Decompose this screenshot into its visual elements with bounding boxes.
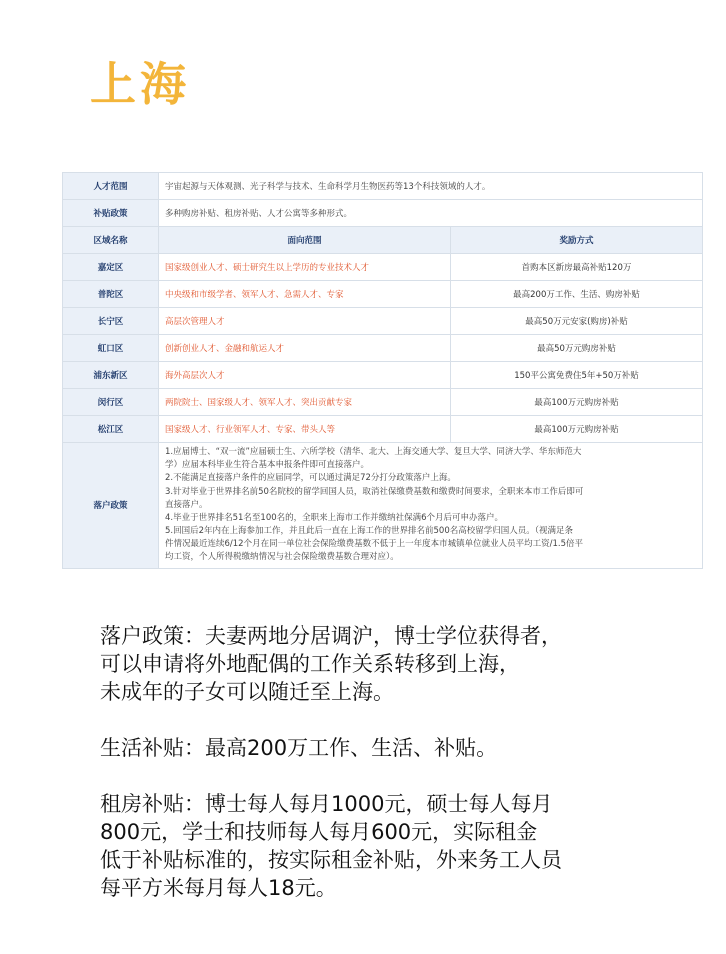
text-line: 生活补贴：最高200万工作、生活、补贴。 xyxy=(100,736,498,760)
subsidy-value: 多种购房补贴、租房补贴、人才公寓等多种形式。 xyxy=(159,200,703,227)
settle-policy-label: 落户政策 xyxy=(63,443,159,569)
page-title: 上海 xyxy=(90,57,190,111)
table-row xyxy=(63,335,703,362)
note-line: 5.回国后2年内在上海参加工作，并且此后一直在上海工作的世界排名前500名高校留学归国人员。（视满足条 xyxy=(165,526,573,537)
scope-cell: 国家级人才、行业领军人才、专家、带头人等 xyxy=(159,416,451,443)
table-row xyxy=(63,281,703,308)
note-line: 2.不能满足直接落户条件的应届同学，可以通过满足72分打分政策落户上海。 xyxy=(165,473,456,484)
area-cell: 浦东新区 xyxy=(63,362,159,389)
scope-cell: 中央级和市级学者、领军人才、急需人才、专家 xyxy=(159,281,451,308)
talent-scope-value: 宇宙起源与天体观测、光子科学与技术、生命科学月生物医药等13个科技领域的人才。 xyxy=(159,173,703,200)
table-row xyxy=(63,416,703,443)
text-line: 可以申请将外地配偶的工作关系转移到上海， xyxy=(100,652,520,676)
table-header-row xyxy=(63,227,703,254)
scope-cell: 创新创业人才、金融和航运人才 xyxy=(159,335,451,362)
rent-paragraph xyxy=(100,790,700,902)
reward-cell: 最高200万工作、生活、购房补贴 xyxy=(451,281,703,308)
area-cell: 松江区 xyxy=(63,416,159,443)
text-line: 落户政策：夫妻两地分居调沪，博士学位获得者， xyxy=(100,624,562,648)
talent-scope-label: 人才范围 xyxy=(63,173,159,200)
subsidy-label: 补贴政策 xyxy=(63,200,159,227)
reward-cell: 最高50万元安家(购房)补贴 xyxy=(451,308,703,335)
note-line: 4.毕业于世界排名51名至100名的，全职来上海市工作并缴纳社保满6个月后可申办落户。 xyxy=(165,512,504,523)
scope-cell: 两院院士、国家级人才、领军人才、突出贡献专家 xyxy=(159,389,451,416)
settle-policy-notes xyxy=(159,443,703,569)
text-line: 未成年的子女可以随迁至上海。 xyxy=(100,680,394,704)
table-row xyxy=(63,362,703,389)
area-cell: 虹口区 xyxy=(63,335,159,362)
note-line: 件情况最近连续6/12个月在同一单位社会保险缴费基数不低于上一年度本市城镇单位就业人员平均工资/1.5倍平 xyxy=(165,539,583,550)
note-line: 3.针对毕业于世界排名前50名院校的留学回国人员，取消社保缴费基数和缴费时间要求，全职来本市工作后即可 xyxy=(165,486,584,497)
area-cell: 普陀区 xyxy=(63,281,159,308)
body-text xyxy=(100,622,700,930)
note-line: 学）应届本科毕业生符合基本申报条件即可直接落户。 xyxy=(165,460,370,471)
table-row xyxy=(63,254,703,281)
text-line: 低于补贴标准的，按实际租金补贴，外来务工人员 xyxy=(100,848,562,872)
reward-cell: 首购本区新房最高补贴120万 xyxy=(451,254,703,281)
table-row xyxy=(63,173,703,200)
reward-cell: 最高50万元购房补贴 xyxy=(451,335,703,362)
text-line: 每平方米每月每人18元。 xyxy=(100,876,337,900)
reward-cell: 150平公寓免费住5年+50万补贴 xyxy=(451,362,703,389)
reward-cell: 最高100万元购房补贴 xyxy=(451,416,703,443)
scope-cell: 海外高层次人才 xyxy=(159,362,451,389)
text-line: 800元，学士和技师每人每月600元，实际租金 xyxy=(100,820,538,844)
scope-cell: 高层次管理人才 xyxy=(159,308,451,335)
note-line: 直接落户。 xyxy=(165,499,208,510)
living-paragraph xyxy=(100,734,700,762)
policy-table xyxy=(62,172,703,569)
table-row xyxy=(63,389,703,416)
table-row xyxy=(63,200,703,227)
scope-cell: 国家级创业人才、硕士研究生以上学历的专业技术人才 xyxy=(159,254,451,281)
column-header-scope: 面向范围 xyxy=(159,227,451,254)
table-row xyxy=(63,308,703,335)
settle-paragraph xyxy=(100,622,700,706)
note-line: 1.应届博士、“双一流”应届硕士生、六所学校（清华、北大、上海交通大学、复旦大学、同济大学、华东师范大 xyxy=(165,447,582,457)
table-row xyxy=(63,443,703,569)
column-header-area: 区域名称 xyxy=(63,227,159,254)
area-cell: 嘉定区 xyxy=(63,254,159,281)
area-cell: 闵行区 xyxy=(63,389,159,416)
note-line: 均工资，个人所得税缴纳情况与社会保险缴费基数合理对应）。 xyxy=(165,552,399,563)
text-line: 租房补贴：博士每人每月1000元，硕士每人每月 xyxy=(100,792,553,816)
reward-cell: 最高100万元购房补贴 xyxy=(451,389,703,416)
column-header-reward: 奖励方式 xyxy=(451,227,703,254)
area-cell: 长宁区 xyxy=(63,308,159,335)
